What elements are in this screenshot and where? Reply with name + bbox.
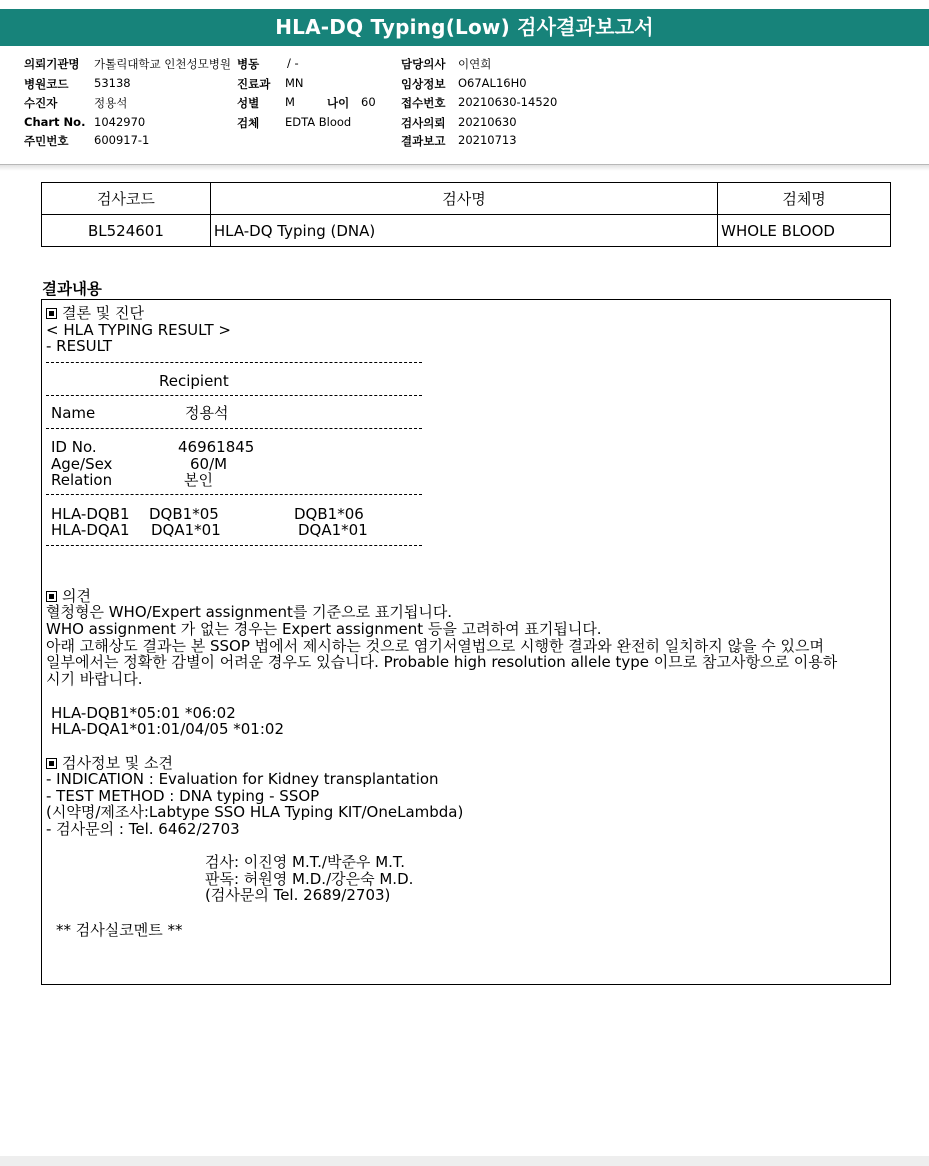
test-table-header	[42, 183, 891, 215]
header-divider-shadow	[0, 165, 929, 171]
id-label: ID No.	[51, 438, 97, 456]
chart-value: 1042970	[94, 115, 146, 129]
table-row	[42, 215, 891, 247]
square-bullet-icon	[46, 591, 57, 602]
signature-line: (검사문의 Tel. 2689/2703)	[205, 886, 391, 904]
specimen-label: 검체	[237, 116, 260, 130]
dashed-divider	[46, 494, 422, 495]
report-date-value: 20210713	[458, 133, 517, 147]
header-specimen-name: 검체명	[718, 183, 891, 215]
age-label: 나이	[327, 96, 350, 110]
clinical-info-label: 임상정보	[401, 77, 446, 91]
page-bottom-band	[0, 1156, 929, 1166]
opinion-line: 시기 바랍니다.	[46, 670, 143, 688]
dashed-divider	[46, 428, 422, 429]
high-res-dqb1: HLA-DQB1*05:01 *06:02	[51, 704, 236, 722]
chart-label: Chart No.	[24, 115, 86, 129]
opinion-heading: 의견	[46, 588, 91, 605]
agesex-value: 60/M	[190, 455, 228, 473]
opinion-line: 일부에서는 정확한 감별이 어려운 경우도 있습니다. Probable high resolution allele type 이므로 참고사항으로 이용하	[46, 653, 838, 671]
dqb1-label: HLA-DQB1	[51, 505, 130, 523]
dqa1-label: HLA-DQA1	[51, 521, 130, 539]
signature-line: 판독: 허원영 M.D./강은숙 M.D.	[205, 870, 414, 888]
relation-value: 본인	[184, 471, 213, 489]
dashed-divider	[46, 545, 422, 546]
dqa1-allele-2: DQA1*01	[298, 521, 368, 539]
recipient-label: 수진자	[24, 96, 58, 110]
info-line: - INDICATION : Evaluation for Kidney transplantation	[46, 770, 439, 788]
dqa1-allele-1: DQA1*01	[151, 521, 221, 539]
department-value: MN	[285, 76, 304, 90]
ward-label: 병동	[237, 57, 260, 71]
ward-value: / -	[287, 56, 299, 70]
institution-label: 의뢰기관명	[24, 57, 80, 71]
resident-value: 600917-1	[94, 133, 150, 147]
square-bullet-icon	[46, 758, 57, 769]
signature-line: 검사: 이진영 M.T./박준우 M.T.	[205, 853, 406, 871]
result-label: - RESULT	[46, 337, 113, 355]
info-heading: 검사정보 및 소견	[46, 755, 173, 772]
resident-label: 주민번호	[24, 134, 69, 148]
specimen-value: EDTA Blood	[285, 115, 352, 129]
sex-value: M	[285, 95, 295, 109]
opinion-line: WHO assignment 가 없는 경우는 Expert assignment 등을 고려하여 표기됩니다.	[46, 620, 602, 638]
report-date-label: 결과보고	[401, 134, 446, 148]
clinical-info-value: O67AL16H0	[458, 76, 527, 90]
doctor-value: 이연희	[458, 57, 492, 71]
opinion-line: 아래 고해상도 결과는 본 SSOP 법에서 제시하는 것으로 염기서열법으로 시행한 결과와 완전히 일치하지 않을 수 있으며	[46, 637, 824, 655]
square-bullet-icon	[46, 308, 57, 319]
opinion-line: 혈청형은 WHO/Expert assignment를 기준으로 표기됩니다.	[46, 603, 453, 621]
id-value: 46961845	[178, 438, 255, 456]
conclusion-heading: 결론 및 진단	[46, 305, 144, 322]
name-value: 정용석	[185, 404, 229, 422]
hospital-code-label: 병원코드	[24, 77, 69, 91]
header-test-code: 검사코드	[42, 183, 211, 215]
high-res-dqa1: HLA-DQA1*01:01/04/05 *01:02	[51, 720, 284, 738]
receipt-label: 접수번호	[401, 96, 446, 110]
department-label: 진료과	[237, 77, 271, 91]
info-line: - TEST METHOD : DNA typing - SSOP	[46, 787, 320, 805]
cell-specimen-name: WHOLE BLOOD	[718, 215, 891, 247]
name-label: Name	[51, 404, 96, 422]
report-title: HLA-DQ Typing(Low) 검사결과보고서	[0, 9, 929, 46]
info-line: (시약명/제조사:Labtype SSO HLA Typing KIT/OneLambda)	[46, 803, 464, 821]
cell-test-code: BL524601	[42, 215, 211, 247]
info-line: - 검사문의 : Tel. 6462/2703	[46, 820, 240, 838]
typing-title: < HLA TYPING RESULT >	[46, 321, 231, 339]
lab-comment: ** 검사실코멘트 **	[56, 921, 183, 939]
doctor-label: 담당의사	[401, 57, 446, 71]
dashed-divider	[46, 362, 422, 363]
dashed-divider	[46, 395, 422, 396]
header-test-name: 검사명	[210, 183, 717, 215]
hospital-code-value: 53138	[94, 76, 131, 90]
recipient-column: Recipient	[159, 372, 229, 390]
results-section-title: 결과내용	[42, 280, 102, 298]
sex-label: 성별	[237, 96, 260, 110]
age-value: 60	[361, 95, 376, 109]
request-label: 검사의뢰	[401, 116, 446, 130]
dqb1-allele-2: DQB1*06	[294, 505, 364, 523]
relation-label: Relation	[51, 471, 113, 489]
request-value: 20210630	[458, 115, 517, 129]
result-box	[41, 299, 891, 985]
receipt-value: 20210630-14520	[458, 95, 558, 109]
recipient-value: 정용석	[94, 96, 128, 110]
institution-value: 가톨릭대학교 인천성모병원	[94, 57, 231, 71]
dqb1-allele-1: DQB1*05	[149, 505, 219, 523]
agesex-label: Age/Sex	[51, 455, 113, 473]
test-table	[41, 182, 891, 247]
cell-test-name: HLA-DQ Typing (DNA)	[210, 215, 717, 247]
